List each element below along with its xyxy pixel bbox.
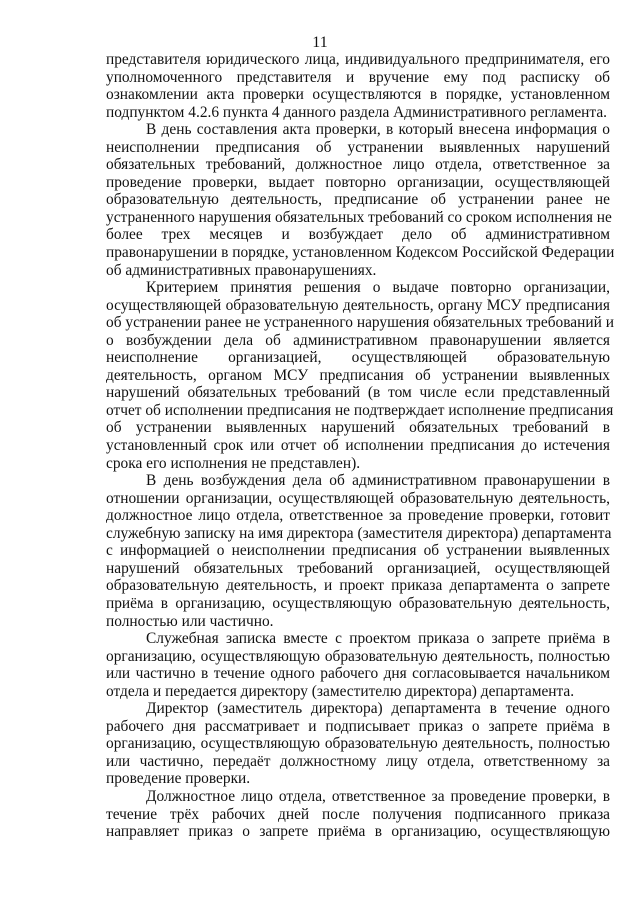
text-line: нарушений обязательных требований организацией, осуществляющей — [106, 559, 610, 577]
text-line: рабочего дня рассматривает и подписывает приказ о запрете приёма в — [106, 717, 610, 735]
text-line: об устранении ранее не устраненного нарушения обязательных требований и — [106, 314, 614, 332]
text-line: об устранении выявленных нарушений обязательных требований в — [106, 419, 610, 437]
text-line: деятельность, органом МСУ предписания об устранении выявленных — [106, 366, 610, 384]
text-line: правонарушении в порядке, установленном Кодексом Российской Федерации — [106, 244, 615, 262]
paragraph — [106, 630, 610, 700]
text-line: образовательную деятельность, и проект приказа департамента о запрете — [106, 577, 610, 595]
text-line: образовательную деятельность, предписание об устранении ранее не — [106, 191, 610, 209]
text-line: проведение проверки. — [106, 770, 251, 788]
text-line: неисполнение организацией, осуществляющей образовательную — [106, 349, 610, 367]
text-line: осуществляющей образовательную деятельность, органу МСУ предписания — [106, 296, 610, 314]
document-body — [106, 51, 615, 841]
paragraph — [106, 788, 610, 841]
text-line: Критерием принятия решения о выдаче повторно организации, — [146, 279, 610, 297]
text-line: Должностное лицо отдела, ответственное за проведение проверки, в — [146, 787, 610, 805]
text-line: направляет приказ о запрете приёма в организацию, осуществляющую — [106, 823, 610, 841]
text-line: или частично, передаёт должностному лицу отдела, ответственному за — [106, 752, 610, 770]
text-line: В день возбуждения дела об административном правонарушении в — [146, 472, 610, 490]
text-line: нарушений обязательных требований (в том числе если представленный — [106, 384, 610, 402]
paragraph — [106, 121, 615, 279]
text-line: приёма в организацию, осуществляющую образовательную деятельность, — [106, 594, 610, 612]
paragraph — [106, 279, 614, 472]
text-line: Директор (заместитель директора) департамента в течение одного — [146, 700, 610, 718]
text-line: течение трёх рабочих дней после получения подписанного приказа — [106, 805, 610, 823]
text-line: о возбуждении дела об административном правонарушении является — [106, 331, 610, 349]
text-line: полностью или частично. — [106, 612, 274, 630]
text-line: более трех месяцев и возбуждает дело об административном — [106, 226, 610, 244]
text-line: ознакомлении акта проверки осуществляются в порядке, установленном — [106, 86, 610, 104]
text-line: отдела и передается директору (заместителю директора) департамента. — [106, 682, 575, 700]
text-line: об административных правонарушениях. — [106, 261, 377, 279]
paragraph — [106, 51, 610, 121]
text-line: представителя юридического лица, индивидуального предпринимателя, его — [106, 51, 610, 68]
paragraph — [106, 472, 610, 630]
text-line: уполномоченного представителя и вручение ему под расписку об — [106, 68, 610, 86]
paragraph — [106, 700, 610, 788]
text-line: обязательных требований, должностное лицо отдела, ответственное за — [106, 156, 610, 174]
text-line: проведение проверки, выдает повторно организации, осуществляющей — [106, 173, 610, 191]
text-line: должностное лицо отдела, ответственное за проведение проверки, готовит — [106, 507, 610, 525]
text-line: или частично в течение одного рабочего дня согласовывается начальником — [106, 665, 610, 683]
text-line: неисполнении предписания об устранении выявленных нарушений — [106, 138, 610, 156]
text-line: Служебная записка вместе с проектом приказа о запрете приёма в — [146, 630, 610, 648]
text-line: установленный срок или отчет об исполнении предписания до истечения — [106, 437, 610, 455]
text-line: организацию, осуществляющую образовательную деятельность, полностью — [106, 647, 610, 665]
text-line: отчет об исполнении предписания не подтверждает исполнение предписания — [106, 401, 614, 419]
page-number: 11 — [312, 34, 328, 51]
text-line: организацию, осуществляющую образовательную деятельность, полностью — [106, 735, 610, 753]
text-line: В день составления акта проверки, в который внесена информация о — [146, 121, 610, 139]
text-line: срока его исполнения не представлен). — [106, 454, 361, 472]
text-line: служебную записку на имя директора (заместителя директора) департамента — [106, 524, 612, 542]
text-line: отношении организации, осуществляющей образовательную деятельность, — [106, 489, 610, 507]
text-line: устраненного нарушения обязательных требований со сроком исполнения не — [106, 208, 612, 226]
text-line: подпунктом 4.2.6 пункта 4 данного раздела Административного регламента. — [106, 103, 607, 121]
text-line: с информацией о неисполнении предписания об устранении выявленных — [106, 542, 610, 560]
